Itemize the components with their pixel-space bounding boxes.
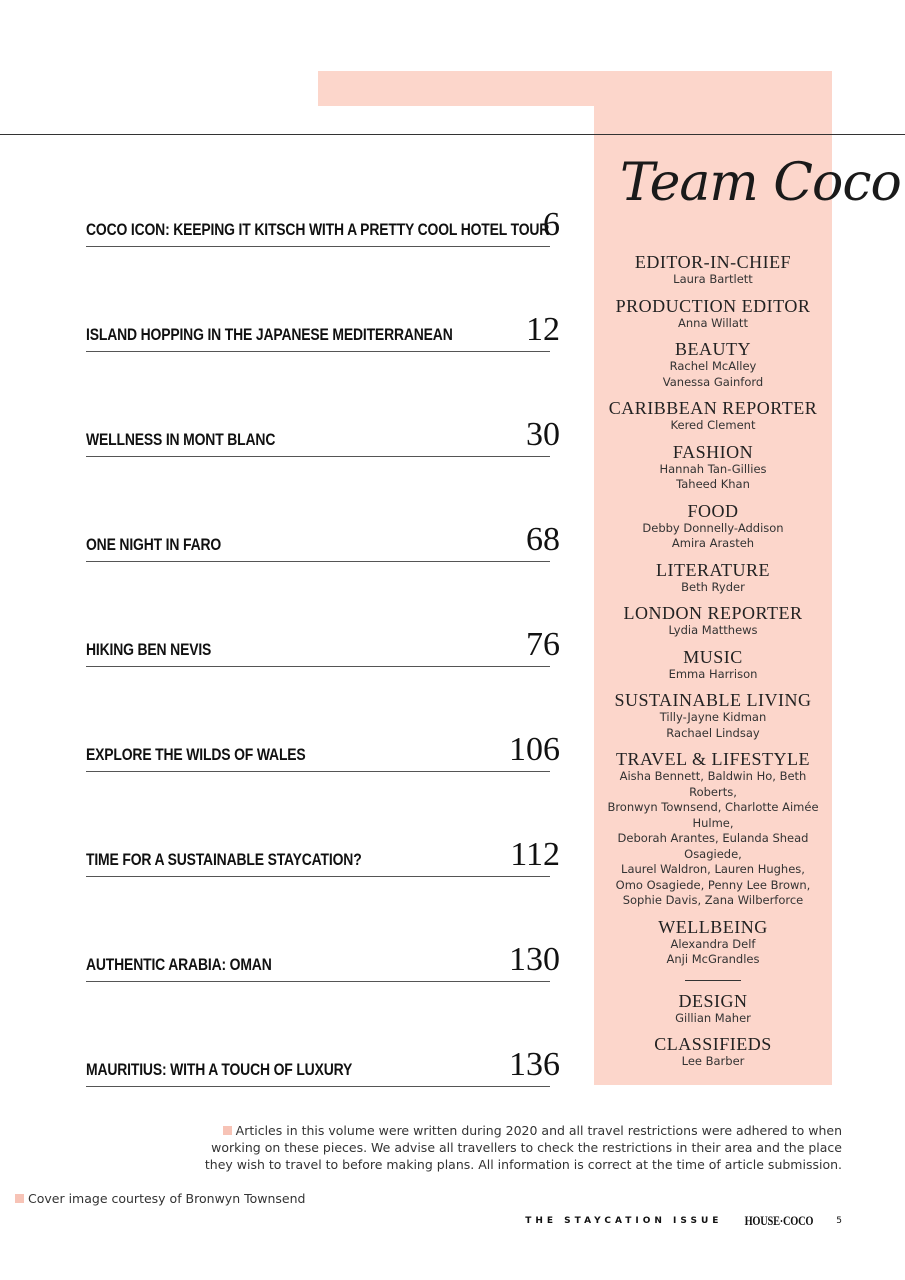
role-name: Omo Osagiede, Penny Lee Brown, xyxy=(615,877,811,892)
toc-page-number: 68 xyxy=(526,521,560,558)
toc-page-number: 112 xyxy=(510,836,560,873)
team-role xyxy=(594,339,832,390)
role-title: WELLBEING xyxy=(658,916,768,937)
issue-name: THE STAYCATION ISSUE xyxy=(525,1216,723,1226)
role-name: Taheed Khan xyxy=(676,477,750,491)
toc-title: COCO ICON: KEEPING IT KITSCH WITH A PRETTY COOL HOTEL TOUR xyxy=(86,220,550,239)
role-title: LONDON REPORTER xyxy=(623,603,803,623)
toc-page-number: 76 xyxy=(526,626,560,663)
role-name: Rachael Lindsay xyxy=(666,725,760,740)
top-rule xyxy=(0,134,905,135)
team-divider xyxy=(685,980,741,981)
table-of-contents xyxy=(86,190,560,1135)
toc-page-number: 12 xyxy=(526,311,560,348)
role-name: Beth Ryder xyxy=(681,579,745,594)
toc-page-number: 30 xyxy=(526,416,560,453)
role-name: Lydia Matthews xyxy=(668,623,758,637)
role-title: FASHION xyxy=(672,441,754,462)
team-role xyxy=(594,560,832,596)
team-credits xyxy=(594,244,832,1070)
role-title: CLASSIFIEDS xyxy=(654,1034,772,1054)
notice-square-icon xyxy=(223,1126,232,1135)
toc-title: MAURITIUS: WITH A TOUCH OF LUXURY xyxy=(86,1060,353,1079)
role-name: Anji McGrandles xyxy=(666,952,760,966)
team-coco-logo xyxy=(615,140,901,240)
role-name: Laurel Waldron, Lauren Hughes, xyxy=(621,862,805,876)
role-name: Bronwyn Townsend, Charlotte Aimée Hulme, xyxy=(607,800,819,830)
team-role xyxy=(594,398,832,434)
role-name: Sophie Davis, Zana Wilberforce xyxy=(622,893,804,907)
brand-logo: HOUSE·COCO xyxy=(744,1213,814,1228)
role-title: MUSIC xyxy=(683,646,743,667)
role-title: LITERATURE xyxy=(656,559,770,580)
team-role xyxy=(594,252,832,288)
role-name: Aisha Bennett, Baldwin Ho, Beth Roberts, xyxy=(619,769,807,799)
toc-item[interactable] xyxy=(86,820,560,877)
toc-title: WELLNESS IN MONT BLANC xyxy=(86,430,276,449)
cover-square-icon xyxy=(15,1194,24,1203)
role-title: SUSTAINABLE LIVING xyxy=(614,690,812,710)
role-title: DESIGN xyxy=(678,990,748,1011)
page-number: 5 xyxy=(836,1216,842,1226)
cover-credit xyxy=(15,1191,305,1206)
toc-item[interactable] xyxy=(86,295,560,352)
role-name: Lee Barber xyxy=(681,1054,745,1068)
toc-item[interactable] xyxy=(86,1030,560,1087)
cover-credit-text: Cover image courtesy of Bronwyn Townsend xyxy=(28,1191,306,1206)
role-name: Laura Bartlett xyxy=(673,272,753,286)
toc-item[interactable] xyxy=(86,505,560,562)
team-role xyxy=(594,749,832,909)
team-role xyxy=(594,917,832,968)
role-title: EDITOR-IN-CHIEF xyxy=(634,252,792,272)
team-role xyxy=(594,647,832,683)
team-role xyxy=(594,603,832,639)
toc-page-number: 130 xyxy=(509,941,560,978)
toc-title: ISLAND HOPPING IN THE JAPANESE MEDITERRANEAN xyxy=(86,325,453,344)
toc-page-number: 106 xyxy=(509,731,560,768)
toc-item[interactable] xyxy=(86,925,560,982)
team-role xyxy=(594,296,832,332)
team-role xyxy=(594,991,832,1027)
role-name: Amira Arasteh xyxy=(671,536,755,550)
role-name: Alexandra Delf xyxy=(670,936,756,951)
role-title: TRAVEL & LIFESTYLE xyxy=(616,749,810,769)
restrictions-notice xyxy=(182,1122,842,1173)
role-title: BEAUTY xyxy=(675,339,751,359)
team-role xyxy=(594,501,832,552)
role-name: Tilly-Jayne Kidman xyxy=(659,710,767,724)
toc-title: HIKING BEN NEVIS xyxy=(86,640,212,659)
role-title: FOOD xyxy=(687,500,739,521)
role-name: Vanessa Gainford xyxy=(662,374,764,389)
team-role xyxy=(594,690,832,741)
team-role xyxy=(594,442,832,493)
role-name: Deborah Arantes, Eulanda Shead Osagiede, xyxy=(617,831,809,861)
toc-title: ONE NIGHT IN FARO xyxy=(86,535,222,554)
notice-text: Articles in this volume were written during 2020 and all travel restrictions were adhered to when working on these pieces. We advise all travellers to check the restrictions in their area and the place they wish to travel to before making plans. All information is correct at the time of article submission. xyxy=(204,1123,842,1172)
role-name: Hannah Tan-Gillies xyxy=(659,461,767,476)
role-name: Rachel McAlley xyxy=(669,359,757,373)
toc-page-number: 136 xyxy=(509,1046,560,1083)
toc-title: EXPLORE THE WILDS OF WALES xyxy=(86,745,306,764)
toc-item[interactable] xyxy=(86,400,560,457)
page-footer xyxy=(525,1213,842,1229)
role-name: Gillian Maher xyxy=(675,1010,751,1025)
team-role xyxy=(594,1034,832,1070)
role-name: Anna Willatt xyxy=(678,315,748,330)
toc-item[interactable] xyxy=(86,715,560,772)
toc-title: TIME FOR A SUSTAINABLE STAYCATION? xyxy=(86,850,362,869)
role-title: PRODUCTION EDITOR xyxy=(615,295,811,316)
toc-page-number: 6 xyxy=(543,206,560,243)
toc-item[interactable] xyxy=(86,610,560,667)
role-name: Debby Donnelly-Addison xyxy=(642,520,784,535)
role-title: CARIBBEAN REPORTER xyxy=(608,398,818,418)
role-name: Emma Harrison xyxy=(668,666,758,681)
role-name: Kered Clement xyxy=(670,418,756,432)
toc-item[interactable] xyxy=(86,190,560,247)
toc-title: AUTHENTIC ARABIA: OMAN xyxy=(86,955,272,974)
team-coco-heading: Team Coco xyxy=(620,153,901,213)
